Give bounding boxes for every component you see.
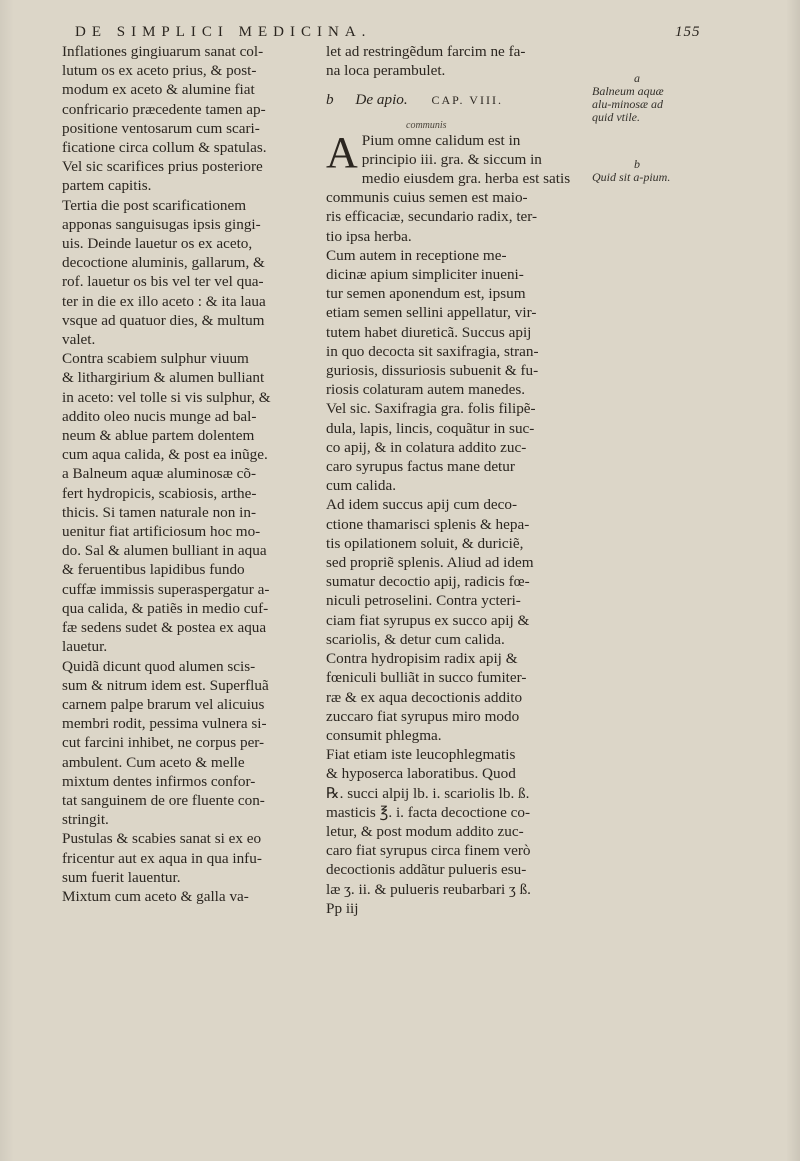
apium-text <box>326 127 582 918</box>
text-line: Mixtum cum aceto & galla va- <box>62 887 249 905</box>
text-line: medio eiusdem gra. herba est satis <box>361 170 571 188</box>
text-line: cut farcini inhibet, ne corpus per- <box>62 734 265 752</box>
text-line: vsque ad quatuor dies, & multum <box>62 311 265 329</box>
text-line: læ ʒ. ii. & pulueris reubarbari ʒ ß. <box>326 880 531 898</box>
chapter-title: De apio. <box>355 91 408 109</box>
text-line: in quo decocta sit saxifragia, stran- <box>326 342 539 360</box>
text-line: ambulent. Cum aceto & melle <box>62 753 245 771</box>
text-line: scariolis, & detur cum calida. <box>326 630 505 648</box>
text-line: Contra scabiem sulphur viuum <box>62 350 249 368</box>
text-line: Tertia die post scarificationem <box>62 196 247 214</box>
text-line: Pustulas & scabies sanat si ex eo <box>62 830 262 848</box>
chapter-marker: b <box>326 91 334 109</box>
text-line: a Balneum aquæ aluminosæ cõ- <box>62 465 257 483</box>
text-line: zuccaro fiat syrupus miro modo <box>326 707 520 725</box>
text-line: partem capitis. <box>62 177 152 195</box>
text-line: tur semen aponendum est, ipsum <box>326 285 526 303</box>
text-line: Vel sic scarifices prius posteriore <box>62 158 263 176</box>
text-line: positione ventosarum cum scari- <box>62 119 260 137</box>
text-line: Inflationes gingiuarum sanat col- <box>62 43 264 60</box>
text-line: thicis. Si tamen naturale non in- <box>62 503 257 521</box>
text-line: tat sanguinem de ore fluente con- <box>62 791 265 809</box>
text-line: principio iii. gra. & siccum in <box>361 150 542 168</box>
text-line: sum fuerit lauentur. <box>62 868 181 886</box>
text-line: Pp iij <box>326 899 359 917</box>
text-line: etiam semen sellini appellatur, vir- <box>326 304 537 322</box>
text-line: Pium omne calidum est in <box>361 131 521 149</box>
text-line: fricentur aut ex aqua in qua infu- <box>62 849 262 867</box>
text-line: cum aqua calida, & post ea inũge. <box>62 446 268 464</box>
text-line: & feruentibus lapidibus fundo <box>62 561 245 579</box>
text-line: sed propriẽ splenis. Aliud ad idem <box>326 554 534 572</box>
text-line: addito oleo nucis munge ad bal- <box>62 407 257 425</box>
text-line: tio ipsa herba. <box>326 227 412 245</box>
text-line: guriosis, dissuriosis subuenit & fu- <box>326 362 539 380</box>
text-line: cum calida. <box>326 477 396 495</box>
text-line: Cum autem in receptione me- <box>326 246 507 264</box>
text-line: Vel sic. Saxifragia gra. folis filipẽ- <box>326 400 536 418</box>
right-column-continuation <box>326 42 582 80</box>
text-line: lutum os ex aceto prius, & post- <box>62 62 257 80</box>
text-line: fæ sedens sudet & postea ex aqua <box>62 619 267 637</box>
text-line: neum & ablue partem dolentem <box>62 427 255 445</box>
text-line: ris efficaciæ, secundario radix, ter- <box>326 208 538 226</box>
text-line: ciam fiat syrupus ex succo apij & <box>326 611 530 629</box>
text-line: fœniculi bulliãt in succo fumiter- <box>326 669 527 687</box>
handwritten-correction: communis <box>406 119 447 131</box>
text-line: sum & nitrum idem est. Superfluã <box>62 676 269 694</box>
chapter-heading <box>326 90 582 110</box>
margin-letter-a: a <box>634 71 640 85</box>
drop-cap-letter: A <box>326 127 358 177</box>
text-line: & lithargirium & alumen bulliant <box>62 369 265 387</box>
text-line: ficatione circa collum & spatulas. <box>62 139 267 157</box>
margin-note-b <box>592 158 682 184</box>
text-line: caro syrupus factus mane detur <box>326 458 515 476</box>
text-line: letur, & post modum addito zuc- <box>326 822 524 840</box>
text-line: let ad restringẽdum farcim ne fa- <box>326 43 526 60</box>
text-line: riosis colaturam autem manedes. <box>326 381 526 399</box>
text-line: co apij, & in colatura addito zuc- <box>326 438 527 456</box>
text-line: ctione thamarisci splenis & hepa- <box>326 515 530 533</box>
margin-text-a: Balneum aquæ alu-minosæ ad quid vtile. <box>592 84 664 124</box>
text-line: dula, lapis, lincis, coquãtur in suc- <box>326 419 535 437</box>
text-line: decoctione aluminis, gallarum, & <box>62 254 265 272</box>
folio-number: 155 <box>675 24 701 40</box>
text-line: modum ex aceto & alumine fiat <box>62 81 255 99</box>
text-line: apponas sanguisugas ipsis gingi- <box>62 215 261 233</box>
text-line: consumit phlegma. <box>326 726 442 744</box>
text-line: in aceto: vel tolle si vis sulphur, & <box>62 388 271 406</box>
text-line: ℞. succi alpij lb. i. scariolis lb. ß. <box>326 784 530 802</box>
text-line: stringit. <box>62 811 109 829</box>
text-line: niculi petroselini. Contra ycteri- <box>326 592 521 610</box>
text-line: mixtum dentes infirmos confor- <box>62 772 256 790</box>
text-line: caro fiat syrupus circa finem verò <box>326 842 531 860</box>
text-line: Ad idem succus apij cum deco- <box>326 496 518 514</box>
margin-letter-b: b <box>634 157 640 171</box>
text-line: cuffæ immissis superaspergatur a- <box>62 580 270 598</box>
text-line: fert hydropicis, scabiosis, arthe- <box>62 484 257 502</box>
text-line: sumatur decoctio apij, radicis fœ- <box>326 573 530 591</box>
text-line: carnem palpe brarum vel alicuius <box>62 695 265 713</box>
margin-note-a <box>592 72 682 124</box>
text-line: communis cuius semen est maio- <box>326 189 528 207</box>
text-line: Quidã dicunt quod alumen scis- <box>62 657 256 675</box>
text-line: qua calida, & patiẽs in medio cuf- <box>62 599 269 617</box>
text-line: decoctionis addãtur pulueris esu- <box>326 861 527 879</box>
text-line: lauetur. <box>62 638 108 656</box>
right-column <box>326 42 582 918</box>
text-line: uis. Deinde lauetur os ex aceto, <box>62 235 253 253</box>
text-line: Contra hydropisim radix apij & <box>326 650 518 668</box>
text-line: dicinæ apium simpliciter inueni- <box>326 266 524 284</box>
text-line: Fiat etiam iste leucophlegmatis <box>326 746 516 764</box>
text-line: na loca perambulet. <box>326 62 446 80</box>
running-head: DE SIMPLICI MEDICINA. <box>75 24 372 40</box>
left-column <box>62 42 308 906</box>
text-line: do. Sal & alumen bulliant in aqua <box>62 542 267 560</box>
chapter-number: CAP. VIII. <box>431 93 503 108</box>
text-line: tis opilationem soluit, & duriciẽ, <box>326 534 524 552</box>
text-line: ter in die ex illo aceto : & ita laua <box>62 292 266 310</box>
text-line: uenitur fiat artificiosum hoc mo- <box>62 523 261 541</box>
text-line: membri rodit, pessima vulnera si- <box>62 715 267 733</box>
text-line: & hyposerca laboratibus. Quod <box>326 765 516 783</box>
text-line: masticis ℥. i. facta decoctione co- <box>326 803 531 821</box>
text-line: valet. <box>62 331 96 349</box>
margin-text-b: Quid sit a-pium. <box>592 170 671 184</box>
text-line: confricario præcedente tamen ap- <box>62 100 266 118</box>
text-line: rof. lauetur os bis vel ter vel qua- <box>62 273 264 291</box>
text-line: tutem habet diureticã. Succus apij <box>326 323 532 341</box>
text-line: ræ & ex aqua decoctionis addito <box>326 688 523 706</box>
